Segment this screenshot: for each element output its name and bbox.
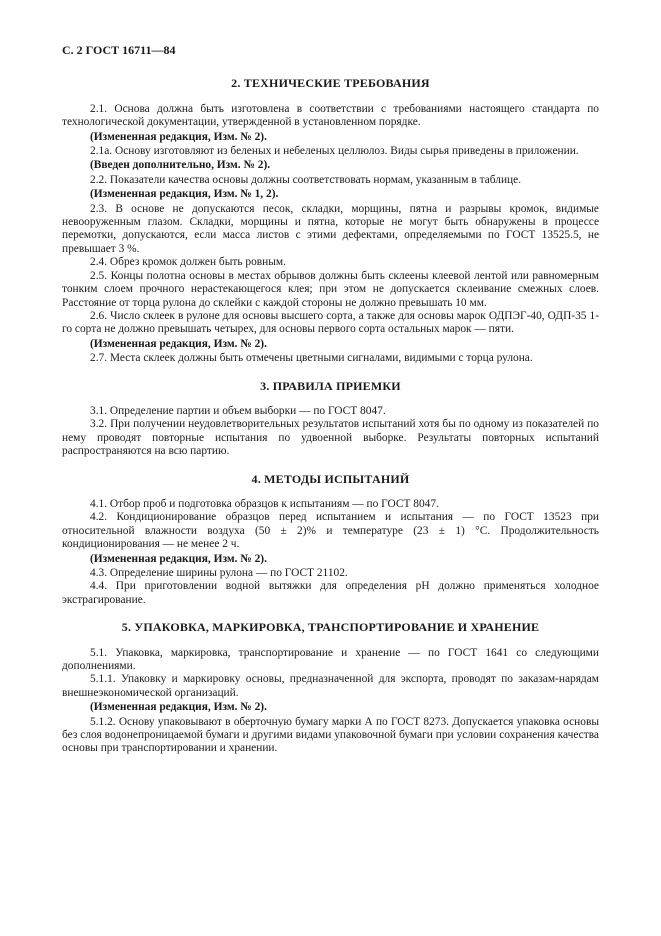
amendment-note: (Измененная редакция, Изм. № 1, 2).	[90, 188, 279, 201]
clause-paragraph: 2.2. Показатели качества основы должны соответствовать нормам, указанным в таблице.	[90, 173, 522, 186]
clause-paragraph: 3.1. Определение партии и объем выборки — по ГОСТ 8047.	[90, 404, 386, 417]
section-2	[62, 77, 599, 365]
clause-paragraph: 4.1. Отбор проб и подготовка образцов к испытаниям — по ГОСТ 8047.	[90, 497, 439, 510]
clause-paragraph: 2.5. Концы полотна основы в местах обрывов должны быть склеены клеевой лентой или равномерным тонким слоем прочного нерастекающегося клея; при этом не допускается склеивание смежных слоев. Расстояние от торца рулона до склейки с каждой стороны не должно превышать 10 мм.	[62, 269, 599, 309]
clause-paragraph: 4.3. Определение ширины рулона — по ГОСТ 21102.	[90, 567, 348, 579]
clause-paragraph: 2.1. Основа должна быть изготовлена в соответствии с требованиями настоящего стандарта по технологической документации, утвержденной в установленном порядке.	[62, 102, 599, 129]
amendment-note: (Измененная редакция, Изм. № 2).	[90, 552, 267, 565]
clause-paragraph: 2.1а. Основу изготовляют из беленых и небеленых целлюлоз. Виды сырья приведены в приложении.	[90, 145, 579, 158]
clause-paragraph: 2.4. Обрез кромок должен быть ровным.	[90, 256, 286, 269]
clause-paragraph: 5.1.1. Упаковку и маркировку основы, предназначенной для экспорта, проводят по заказам-нарядам внешнеэкономической организаций.	[62, 673, 599, 699]
section-title: 5. УПАКОВКА, МАРКИРОВКА, ТРАНСПОРТИРОВАНИЕ И ХРАНЕНИЕ	[121, 620, 540, 635]
section-4	[62, 473, 599, 608]
clause-paragraph: 4.4. При приготовлении водной вытяжки для определения рН должно применяться холодное экстрагирование.	[62, 580, 599, 606]
clause-paragraph: 4.2. Кондиционирование образцов перед испытанием и испытания — по ГОСТ 13523 при относительной влажности воздуха (50 ± 2)% и температуре (23 ± 1) °С. Продолжительность кондиционирования — не менее 2 ч.	[62, 511, 599, 551]
clause-paragraph: 2.7. Места склеек должны быть отмечены цветными сигналами, видимыми с торца рулона.	[90, 352, 533, 365]
clause-paragraph: 3.2. При получении неудовлетворительных результатов испытаний хотя бы по одному из показателей по нему проводят повторные испытания по удвоенной выборке. Результаты повторных испытаний распространяются на всю партию.	[62, 418, 599, 458]
amendment-note: (Измененная редакция, Изм. № 2).	[90, 701, 267, 714]
section-3	[62, 380, 599, 459]
amendment-note: (Измененная редакция, Изм. № 2).	[90, 130, 267, 143]
page-header: С. 2 ГОСТ 16711—84	[62, 43, 176, 57]
clause-paragraph: 2.3. В основе не допускаются песок, складки, морщины, пятна и разрывы кромок, видимые невооруженным глазом. Складки, морщины и пятна, которые не могут быть обнаружены в процессе перемотки, допускаются, если масса листов с этими дефектами, определяемыми по ГОСТ 13525.5, не превышает 3 %.	[62, 202, 599, 255]
document-body	[62, 77, 599, 755]
clause-paragraph: 5.1.2. Основу упаковывают в оберточную бумагу марки А по ГОСТ 8273. Допускается упаковка основы без слоя водонепроницаемой бумаги и другими видами упаковочной бумаги при условии сохранения качества основы при транспортировании и хранении.	[62, 715, 599, 755]
clause-paragraph: 2.6. Число склеек в рулоне для основы высшего сорта, а также для основы марок ОДПЭГ-40, ОДП-35 1-го сорта не должно превышать четырех, для основы первого сорта остальных марок — пяти.	[62, 309, 599, 336]
amendment-note: (Введен дополнительно, Изм. № 2).	[90, 159, 271, 172]
clause-paragraph: 5.1. Упаковка, маркировка, транспортирование и хранение — по ГОСТ 1641 со следующими дополнениями.	[62, 646, 599, 673]
section-title: 2. ТЕХНИЧЕСКИЕ ТРЕБОВАНИЯ	[231, 76, 430, 91]
section-title: 4. МЕТОДЫ ИСПЫТАНИЙ	[251, 471, 410, 486]
section-title: 3. ПРАВИЛА ПРИЕМКИ	[260, 378, 401, 393]
amendment-note: (Измененная редакция, Изм. № 2).	[90, 337, 267, 350]
section-5	[62, 621, 599, 756]
